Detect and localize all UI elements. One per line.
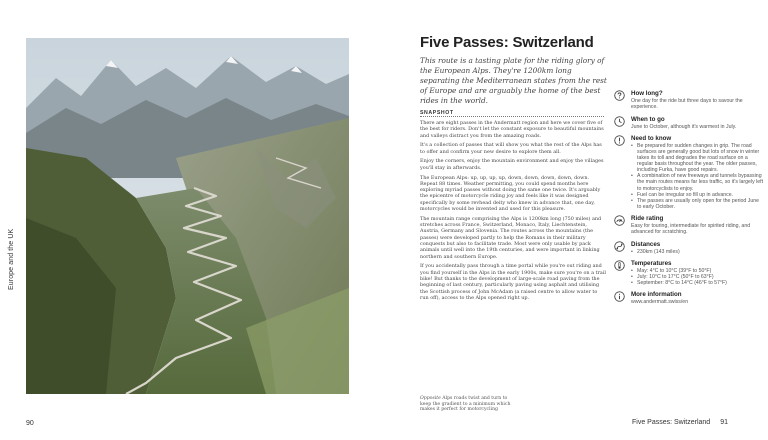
info-when-to-go [614, 116, 764, 130]
page-number-left: 90 [26, 420, 34, 427]
body-paragraph: The mountain range comprising the Alps is 1200km long (750 miles) and stretches across France, Switzerland, Monaco, Italy, Liechtenstein, Austria, Germany and Slovenia. The routes across the mountains (the passes) were developed partly to help the Romans in their military conquests but also to facilitate trade. Most were only usable by pack animals until well into the 19th centuries, and were important in linking northern and southern Europe. [420, 215, 602, 260]
info-more-information [614, 291, 764, 305]
list-item: • September: 8°C to 14°C (46°F to 57°F) [631, 280, 764, 286]
list-item: • July: 10°C to 17°C (50°F to 63°F) [631, 274, 764, 280]
info-title: More information [631, 290, 682, 298]
distances-list [631, 249, 764, 255]
alert-triangle-icon [614, 135, 625, 146]
info-circle-icon [614, 291, 625, 302]
mountain-pass-road-icon [26, 38, 349, 394]
page-title: Five Passes: Switzerland [420, 34, 594, 51]
section-label-text: Europe and the UK [8, 228, 15, 290]
info-text: One day for the ride but three days to savour the experience. [631, 98, 743, 111]
info-ride-rating [614, 215, 764, 236]
website-link[interactable]: www.andermatt.swiss/en [631, 298, 689, 305]
list-item: • May: 4°C to 10°C (39°F to 50°F) [631, 268, 764, 274]
page-number-right: 91 [720, 419, 728, 426]
list-item: • The passes are usually only open for the period June to early October. [631, 198, 764, 210]
help-circle-icon [614, 90, 625, 101]
clock-icon [614, 116, 625, 127]
list-item: • Be prepared for sudden changes in grip. The road surfaces are generally good but lots of snow in winter takes its toll and degrades the road surface on a regular basis throughout the year. The older passes, including Furka, have good repairs. [631, 143, 764, 173]
info-sidebar [614, 90, 764, 310]
section-label [6, 230, 20, 330]
list-item: • Fuel can be irregular so fill up in advance. [631, 192, 764, 198]
info-title: Need to know [631, 134, 672, 142]
body-paragraph: If you accidentally pass through a time portal while you're out riding and you find yourself in the Alps in the early 1900s, make sure you're on a trail bike! But thanks to the development of large-scale road paving from the beginning of last century, particularly paving using asphalt and utilising the Scottish process of John McAdam (a raised centre to allow water to run off), access to the Alps opened right up. [420, 263, 606, 301]
lede-paragraph: This route is a tasting plate for the riding glory of the European Alps. They're 1200km long separating the Mediterranean states from the rest of Europe and are arguably the home of the best rides in the world. [420, 56, 607, 105]
route-icon [614, 241, 625, 252]
info-need-to-know [614, 135, 764, 210]
running-footer [632, 419, 728, 426]
info-title: Distances [631, 240, 661, 248]
footer-title: Five Passes: Switzerland [632, 419, 711, 426]
caption-text: Alps roads twist and turn to keep the gradient to a minimum which makes it perfect for motorcycling [420, 396, 511, 413]
info-distances [614, 241, 764, 255]
snapshot-heading: SNAPSHOT [420, 110, 454, 116]
info-text: June to October, although it's warmest in July. [631, 123, 737, 130]
photo-caption [420, 396, 512, 413]
need-to-know-list [631, 143, 764, 210]
mountain-pass-photo [26, 38, 349, 394]
body-text [420, 120, 606, 305]
temperatures-list [631, 268, 764, 286]
body-paragraph: It's a collection of passes that will show you what the rest of the Alps has to offer and confirm your new desire to explore them all. [420, 142, 602, 155]
info-title: Temperatures [631, 259, 672, 267]
gauge-icon [614, 215, 625, 226]
list-item: • A combination of new freeways and tunnels bypassing the main routes means far less traffic, so it's largely left to motorcyclists to enjoy. [631, 173, 764, 191]
info-text: Easy for touring, intermediate for spirited riding, and advanced for scratching. [631, 222, 751, 236]
info-title: Ride rating [631, 214, 664, 222]
info-how-long [614, 90, 764, 111]
info-temperatures [614, 260, 764, 286]
divider [420, 116, 604, 117]
info-title: When to go [631, 115, 665, 123]
caption-lead: Opposite [420, 396, 441, 401]
body-paragraph: Enjoy the corners, enjoy the mountain environment and enjoy the villages you'll stay in afterwards. [420, 158, 604, 171]
body-paragraph: The European Alps: up, up, up, up, down, down, down, down, down. Repeat 88 times. Weather permitting, you could spend months here exploring myriad passes without doing the same one twice. It's arguably the epicentre of motorcycle riding joy and feels like it was designed specifically by some revhead deity who knew in advance that, one day, motorcycles would be invented and used for this pleasure. [420, 174, 601, 213]
list-item: • 230km (143 miles) [631, 249, 764, 255]
thermometer-icon [614, 260, 625, 271]
body-paragraph: There are eight passes in the Andermatt region and here we cover five of the best for riders. Don't let the constant exposure to beautiful mountains and valleys distract you from the amazing roads. [420, 120, 604, 139]
info-title: How long? [631, 90, 663, 97]
